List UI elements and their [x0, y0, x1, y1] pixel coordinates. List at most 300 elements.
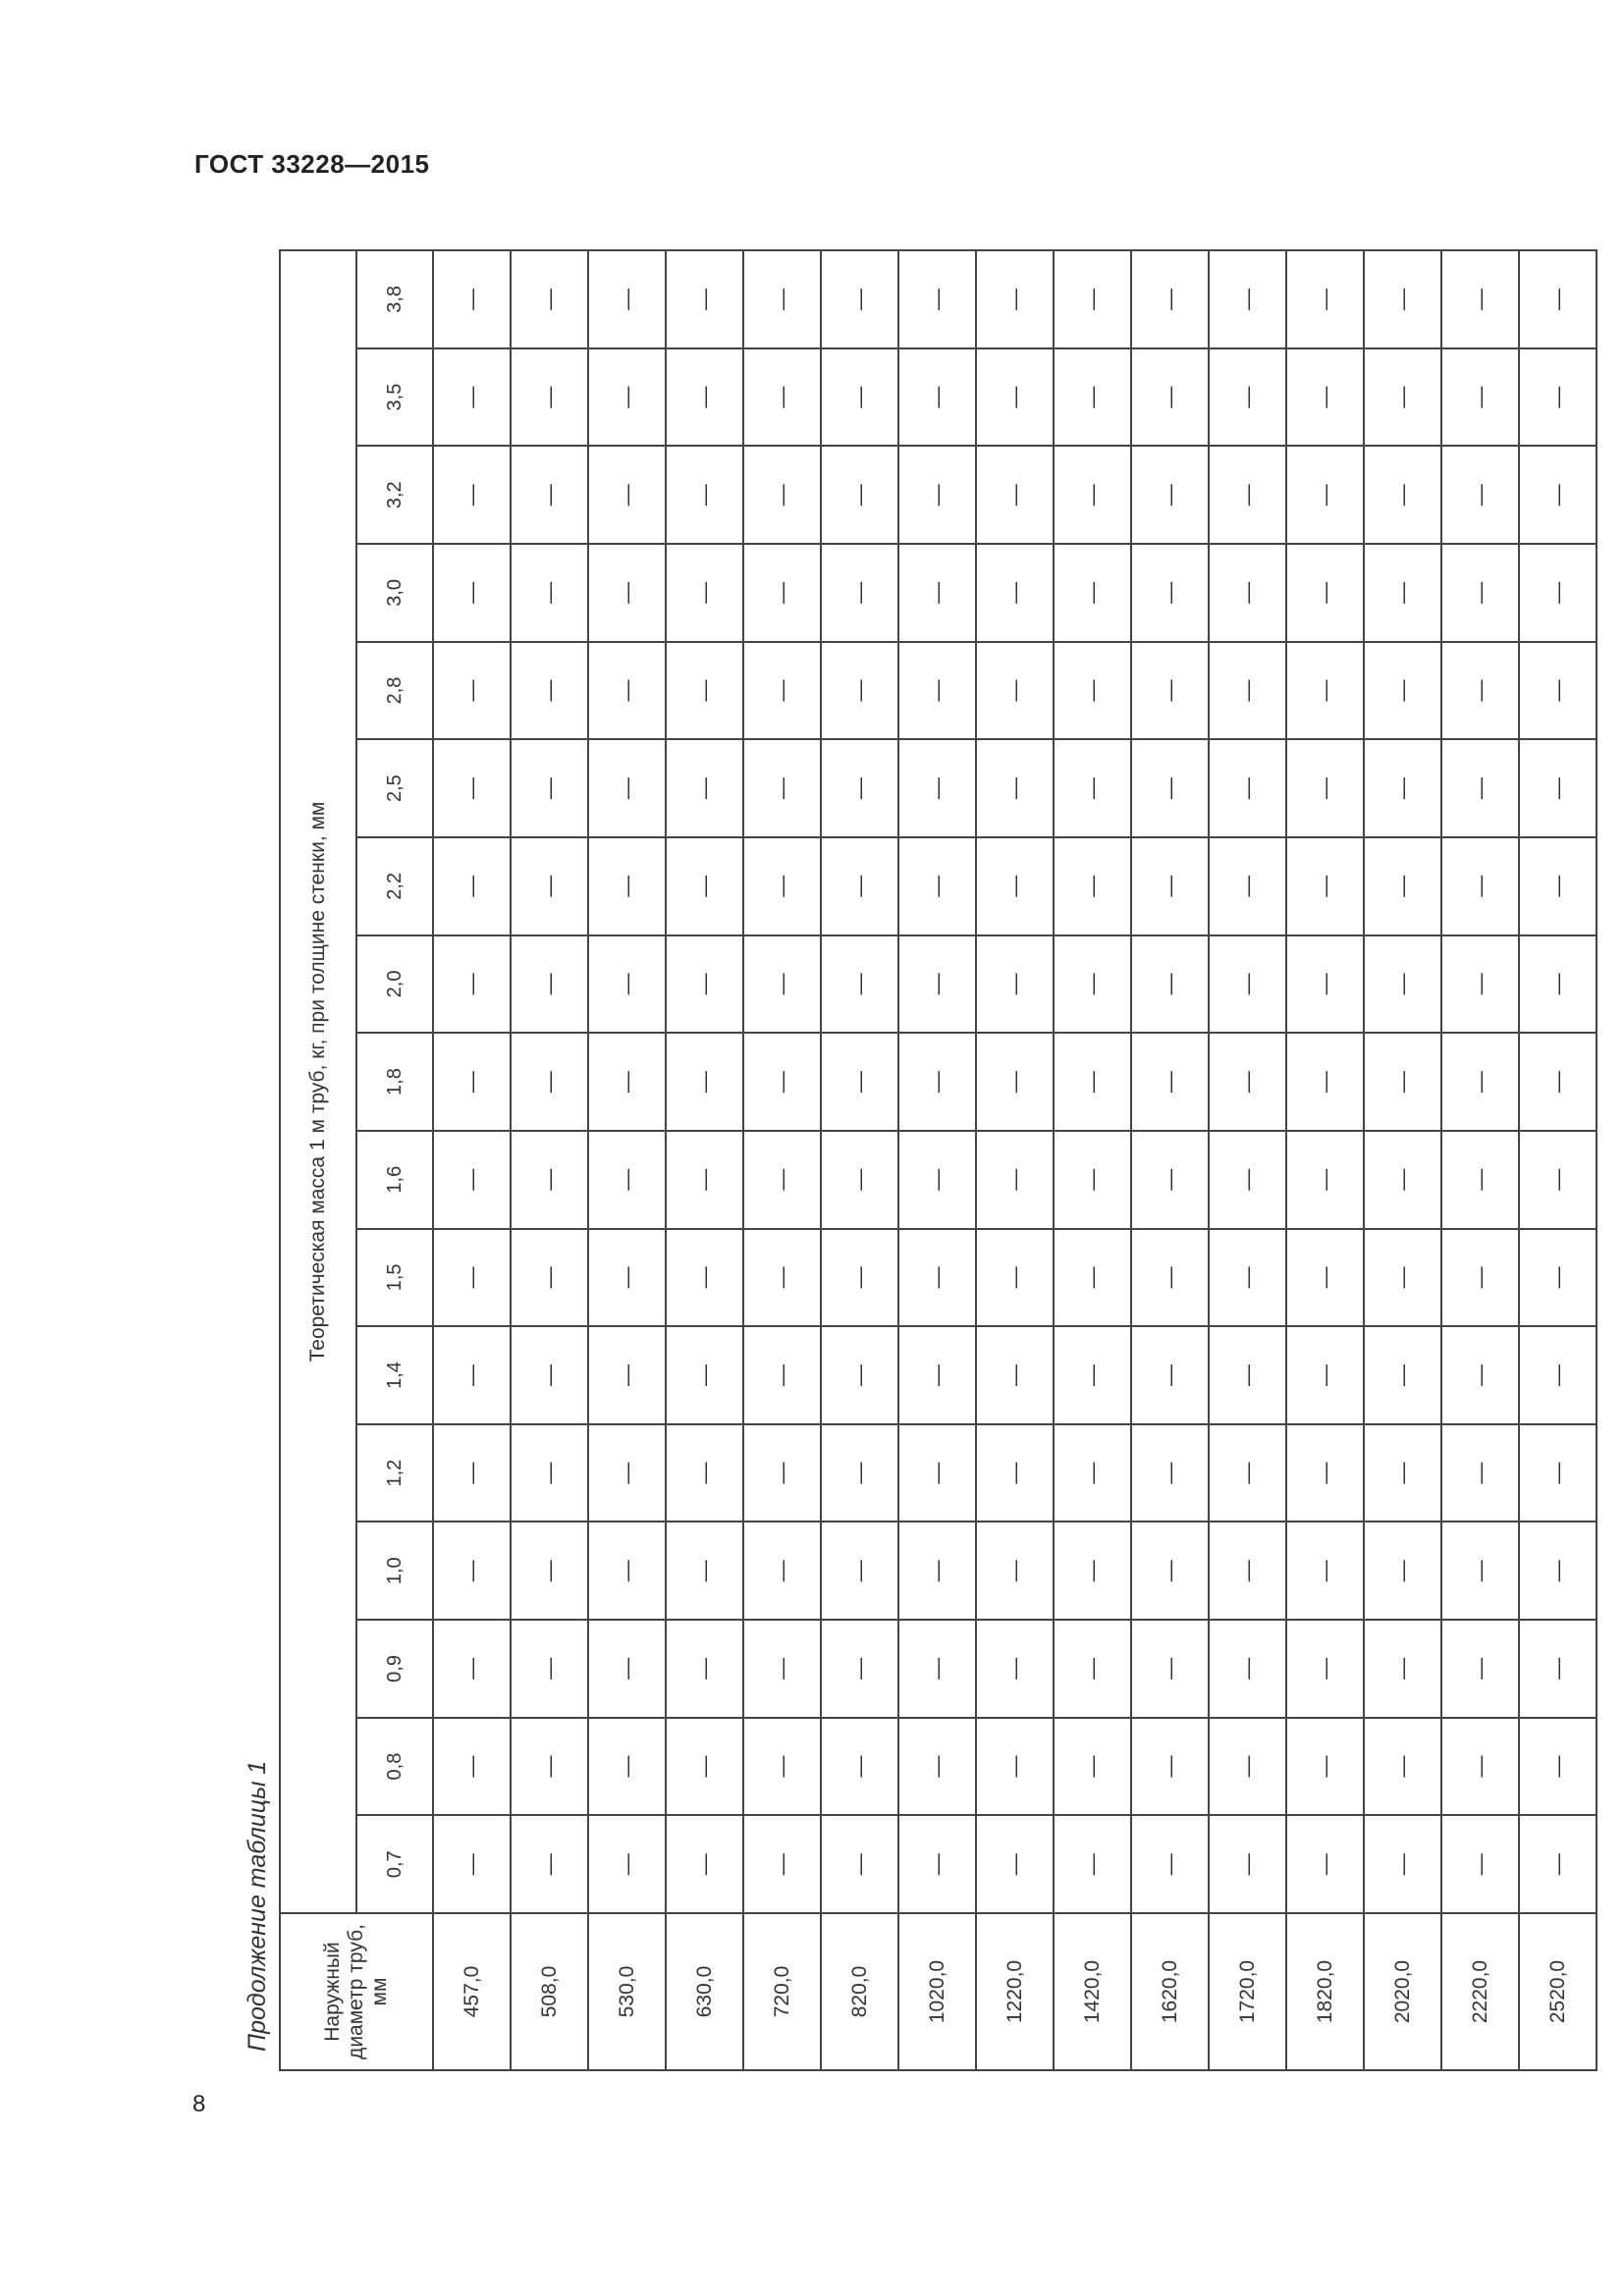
diameter-cell: 2520,0: [1519, 1913, 1597, 2070]
mass-value-cell: —: [1519, 544, 1597, 642]
mass-value-cell: —: [1286, 837, 1364, 935]
mass-value-cell: —: [743, 250, 821, 348]
mass-value-cell: —: [1286, 935, 1364, 1034]
mass-value-cell: —: [898, 1131, 976, 1229]
mass-value-cell: —: [1131, 544, 1209, 642]
mass-value-cell: —: [821, 739, 898, 837]
mass-table: [279, 249, 1597, 2071]
mass-value-cell: —: [433, 1522, 511, 1620]
mass-value-cell: —: [511, 1815, 588, 1913]
mass-value-cell: —: [976, 1718, 1054, 1816]
mass-value-cell: —: [588, 1815, 666, 1913]
mass-value-cell: —: [1054, 1326, 1131, 1424]
mass-value-cell: —: [976, 739, 1054, 837]
mass-value-cell: —: [666, 935, 743, 1034]
mass-value-cell: —: [1209, 348, 1286, 447]
table-header-row: [280, 250, 356, 2070]
mass-value-cell: —: [1286, 642, 1364, 740]
mass-value-cell: —: [898, 739, 976, 837]
mass-value-cell: —: [1519, 1522, 1597, 1620]
mass-value-cell: —: [1519, 837, 1597, 935]
mass-value-cell: —: [1054, 1424, 1131, 1522]
mass-value-cell: —: [1131, 1815, 1209, 1913]
mass-value-cell: —: [1131, 446, 1209, 544]
mass-value-cell: —: [433, 1229, 511, 1327]
mass-value-cell: —: [433, 250, 511, 348]
mass-value-cell: —: [743, 348, 821, 447]
mass-value-cell: —: [821, 837, 898, 935]
mass-value-cell: —: [666, 837, 743, 935]
diameter-cell: 2020,0: [1364, 1913, 1441, 2070]
mass-value-cell: —: [976, 1033, 1054, 1131]
mass-value-cell: —: [821, 1131, 898, 1229]
table-row: [1209, 250, 1286, 2070]
mass-value-cell: —: [976, 1620, 1054, 1718]
mass-value-cell: —: [588, 1229, 666, 1327]
mass-value-cell: —: [666, 1326, 743, 1424]
mass-value-cell: —: [433, 1326, 511, 1424]
mass-value-cell: —: [743, 837, 821, 935]
mass-value-cell: —: [821, 1326, 898, 1424]
mass-value-cell: —: [1364, 1620, 1441, 1718]
mass-value-cell: —: [588, 250, 666, 348]
mass-value-cell: —: [1054, 1522, 1131, 1620]
mass-value-cell: —: [511, 1620, 588, 1718]
mass-header: Теоретическая масса 1 м труб, кг, при толщине стенки, мм: [280, 250, 356, 1913]
diameter-cell: 1820,0: [1286, 1913, 1364, 2070]
mass-value-cell: —: [1441, 1131, 1519, 1229]
mass-value-cell: —: [1209, 837, 1286, 935]
mass-value-cell: —: [1131, 642, 1209, 740]
mass-value-cell: —: [1364, 348, 1441, 447]
mass-value-cell: —: [433, 1131, 511, 1229]
diameter-cell: 2220,0: [1441, 1913, 1519, 2070]
mass-value-cell: —: [1209, 1424, 1286, 1522]
mass-value-cell: —: [1286, 1424, 1364, 1522]
table-row: [976, 250, 1054, 2070]
mass-value-cell: —: [1131, 1229, 1209, 1327]
mass-value-cell: —: [1519, 1229, 1597, 1327]
mass-value-cell: —: [511, 1326, 588, 1424]
mass-value-cell: —: [1519, 250, 1597, 348]
mass-value-cell: —: [1131, 1131, 1209, 1229]
mass-value-cell: —: [976, 446, 1054, 544]
mass-value-cell: —: [1441, 250, 1519, 348]
mass-value-cell: —: [1364, 544, 1441, 642]
mass-value-cell: —: [433, 1620, 511, 1718]
mass-value-cell: —: [898, 1522, 976, 1620]
mass-value-cell: —: [666, 1620, 743, 1718]
mass-value-cell: —: [433, 935, 511, 1034]
diameter-cell: 630,0: [666, 1913, 743, 2070]
thickness-header-row: [356, 250, 433, 2070]
mass-value-cell: —: [1364, 1033, 1441, 1131]
mass-value-cell: —: [666, 642, 743, 740]
mass-value-cell: —: [976, 348, 1054, 447]
mass-value-cell: —: [743, 1815, 821, 1913]
table-row: [588, 250, 666, 2070]
mass-value-cell: —: [1054, 642, 1131, 740]
mass-value-cell: —: [666, 1033, 743, 1131]
mass-value-cell: —: [1364, 446, 1441, 544]
mass-value-cell: —: [588, 1620, 666, 1718]
thickness-header-cell: 3,5: [356, 348, 433, 447]
mass-value-cell: —: [898, 446, 976, 544]
mass-value-cell: —: [1286, 1620, 1364, 1718]
mass-value-cell: —: [743, 544, 821, 642]
mass-value-cell: —: [743, 1131, 821, 1229]
mass-value-cell: —: [821, 1620, 898, 1718]
mass-value-cell: —: [898, 1718, 976, 1816]
thickness-header-cell: 2,5: [356, 739, 433, 837]
mass-value-cell: —: [666, 1229, 743, 1327]
mass-value-cell: —: [1209, 1033, 1286, 1131]
mass-value-cell: —: [1054, 348, 1131, 447]
mass-value-cell: —: [666, 544, 743, 642]
mass-value-cell: —: [1519, 348, 1597, 447]
mass-value-cell: —: [743, 935, 821, 1034]
mass-value-cell: —: [898, 544, 976, 642]
mass-value-cell: —: [821, 935, 898, 1034]
mass-value-cell: —: [1519, 1815, 1597, 1913]
mass-value-cell: —: [743, 1326, 821, 1424]
mass-value-cell: —: [976, 837, 1054, 935]
mass-value-cell: —: [1209, 1522, 1286, 1620]
mass-value-cell: —: [588, 1131, 666, 1229]
thickness-header-cell: 0,9: [356, 1620, 433, 1718]
mass-value-cell: —: [511, 348, 588, 447]
table-row: [1364, 250, 1441, 2070]
mass-value-cell: —: [1054, 1718, 1131, 1816]
mass-value-cell: —: [1286, 250, 1364, 348]
thickness-header-cell: 1,2: [356, 1424, 433, 1522]
table-row: [511, 250, 588, 2070]
mass-value-cell: —: [1441, 1522, 1519, 1620]
diameter-cell: 1420,0: [1054, 1913, 1131, 2070]
diameter-cell: 1020,0: [898, 1913, 976, 2070]
thickness-header-cell: 1,4: [356, 1326, 433, 1424]
mass-value-cell: —: [1441, 1718, 1519, 1816]
mass-value-cell: —: [666, 1131, 743, 1229]
mass-value-cell: —: [1054, 250, 1131, 348]
mass-value-cell: —: [588, 1033, 666, 1131]
mass-value-cell: —: [511, 250, 588, 348]
mass-value-cell: —: [1054, 544, 1131, 642]
mass-value-cell: —: [1441, 1229, 1519, 1327]
mass-value-cell: —: [743, 1718, 821, 1816]
mass-value-cell: —: [1054, 837, 1131, 935]
mass-value-cell: —: [1286, 1718, 1364, 1816]
mass-value-cell: —: [433, 1424, 511, 1522]
mass-value-cell: —: [976, 1326, 1054, 1424]
mass-value-cell: —: [1131, 935, 1209, 1034]
mass-value-cell: —: [666, 739, 743, 837]
mass-value-cell: —: [821, 1229, 898, 1327]
mass-value-cell: —: [898, 1033, 976, 1131]
thickness-header-cell: 1,0: [356, 1522, 433, 1620]
mass-value-cell: —: [976, 1424, 1054, 1522]
mass-value-cell: —: [1054, 1815, 1131, 1913]
mass-value-cell: —: [1364, 837, 1441, 935]
mass-value-cell: —: [1209, 1620, 1286, 1718]
mass-value-cell: —: [1054, 1131, 1131, 1229]
mass-value-cell: —: [1209, 1815, 1286, 1913]
mass-value-cell: —: [1054, 739, 1131, 837]
thickness-header-cell: 2,2: [356, 837, 433, 935]
mass-value-cell: —: [666, 1718, 743, 1816]
mass-value-cell: —: [1209, 935, 1286, 1034]
mass-value-cell: —: [1209, 250, 1286, 348]
mass-value-cell: —: [1131, 739, 1209, 837]
mass-value-cell: —: [1519, 739, 1597, 837]
mass-value-cell: —: [1519, 935, 1597, 1034]
mass-value-cell: —: [1054, 1620, 1131, 1718]
mass-value-cell: —: [588, 1424, 666, 1522]
mass-value-cell: —: [1441, 1815, 1519, 1913]
mass-value-cell: —: [898, 1424, 976, 1522]
mass-value-cell: —: [898, 348, 976, 447]
mass-value-cell: —: [1209, 642, 1286, 740]
mass-value-cell: —: [1441, 739, 1519, 837]
mass-value-cell: —: [743, 1424, 821, 1522]
mass-value-cell: —: [1519, 1131, 1597, 1229]
thickness-header-cell: 1,6: [356, 1131, 433, 1229]
mass-value-cell: —: [666, 250, 743, 348]
mass-value-cell: —: [1286, 1326, 1364, 1424]
mass-value-cell: —: [588, 837, 666, 935]
table-row: [1441, 250, 1519, 2070]
mass-value-cell: —: [743, 1229, 821, 1327]
thickness-header-cell: 2,8: [356, 642, 433, 740]
mass-value-cell: —: [743, 739, 821, 837]
mass-value-cell: —: [1209, 739, 1286, 837]
mass-value-cell: —: [1364, 1815, 1441, 1913]
mass-value-cell: —: [898, 642, 976, 740]
mass-value-cell: —: [1054, 1229, 1131, 1327]
mass-value-cell: —: [821, 1424, 898, 1522]
mass-value-cell: —: [511, 1522, 588, 1620]
mass-value-cell: —: [1441, 446, 1519, 544]
mass-value-cell: —: [821, 348, 898, 447]
mass-value-cell: —: [1286, 544, 1364, 642]
table-row: [1286, 250, 1364, 2070]
mass-value-cell: —: [1054, 1033, 1131, 1131]
table-row: [666, 250, 743, 2070]
mass-value-cell: —: [1286, 739, 1364, 837]
mass-value-cell: —: [1364, 1424, 1441, 1522]
mass-value-cell: —: [1131, 1326, 1209, 1424]
mass-value-cell: —: [1364, 1229, 1441, 1327]
thickness-header-cell: 1,8: [356, 1033, 433, 1131]
mass-value-cell: —: [1364, 250, 1441, 348]
mass-value-cell: —: [588, 446, 666, 544]
mass-value-cell: —: [511, 739, 588, 837]
thickness-header-cell: 0,8: [356, 1718, 433, 1816]
mass-value-cell: —: [433, 739, 511, 837]
table-row: [821, 250, 898, 2070]
mass-value-cell: —: [1441, 837, 1519, 935]
mass-value-cell: —: [511, 544, 588, 642]
mass-value-cell: —: [1441, 1033, 1519, 1131]
mass-value-cell: —: [511, 837, 588, 935]
mass-value-cell: —: [743, 1033, 821, 1131]
mass-value-cell: —: [1364, 739, 1441, 837]
mass-value-cell: —: [433, 1033, 511, 1131]
mass-value-cell: —: [511, 1229, 588, 1327]
thickness-header-cell: 2,0: [356, 935, 433, 1034]
mass-value-cell: —: [976, 1815, 1054, 1913]
mass-value-cell: —: [898, 1229, 976, 1327]
mass-value-cell: —: [1131, 1718, 1209, 1816]
mass-value-cell: —: [898, 250, 976, 348]
mass-value-cell: —: [821, 642, 898, 740]
thickness-header-cell: 3,8: [356, 250, 433, 348]
table-row: [743, 250, 821, 2070]
mass-value-cell: —: [588, 1326, 666, 1424]
diameter-header: Наружный диаметр труб, мм: [280, 1913, 433, 2070]
mass-value-cell: —: [976, 935, 1054, 1034]
mass-value-cell: —: [1364, 935, 1441, 1034]
mass-value-cell: —: [1519, 1620, 1597, 1718]
mass-value-cell: —: [666, 1522, 743, 1620]
mass-value-cell: —: [1131, 250, 1209, 348]
mass-value-cell: —: [433, 1815, 511, 1913]
mass-value-cell: —: [1441, 1326, 1519, 1424]
mass-value-cell: —: [1441, 1424, 1519, 1522]
mass-value-cell: —: [743, 1620, 821, 1718]
mass-value-cell: —: [1131, 348, 1209, 447]
mass-value-cell: —: [1519, 1424, 1597, 1522]
mass-value-cell: —: [821, 250, 898, 348]
mass-value-cell: —: [1054, 446, 1131, 544]
mass-value-cell: —: [666, 446, 743, 544]
mass-value-cell: —: [821, 1815, 898, 1913]
table-body: [433, 250, 1597, 2070]
mass-value-cell: —: [1286, 1131, 1364, 1229]
mass-value-cell: —: [511, 935, 588, 1034]
thickness-header-cell: 1,5: [356, 1229, 433, 1327]
diameter-cell: 820,0: [821, 1913, 898, 2070]
mass-value-cell: —: [976, 250, 1054, 348]
mass-value-cell: —: [588, 642, 666, 740]
mass-value-cell: —: [821, 1718, 898, 1816]
diameter-cell: 457,0: [433, 1913, 511, 2070]
mass-value-cell: —: [1286, 1229, 1364, 1327]
mass-value-cell: —: [976, 544, 1054, 642]
mass-value-cell: —: [1441, 642, 1519, 740]
mass-value-cell: —: [898, 1815, 976, 1913]
mass-value-cell: —: [821, 1033, 898, 1131]
mass-value-cell: —: [1519, 1718, 1597, 1816]
mass-value-cell: —: [743, 446, 821, 544]
rotated-table-block: [236, 236, 1570, 2071]
mass-value-cell: —: [976, 642, 1054, 740]
mass-value-cell: —: [1209, 1718, 1286, 1816]
mass-value-cell: —: [898, 837, 976, 935]
mass-value-cell: —: [666, 1815, 743, 1913]
mass-value-cell: —: [1364, 1131, 1441, 1229]
mass-value-cell: —: [1209, 1326, 1286, 1424]
document-header: ГОСТ 33228—2015: [194, 149, 430, 179]
mass-value-cell: —: [1441, 348, 1519, 447]
mass-value-cell: —: [1131, 837, 1209, 935]
mass-value-cell: —: [433, 837, 511, 935]
table-caption: Продолжение таблицы 1: [244, 1760, 271, 2052]
thickness-header-cell: 3,2: [356, 446, 433, 544]
mass-value-cell: —: [1131, 1522, 1209, 1620]
mass-value-cell: —: [1209, 1131, 1286, 1229]
mass-value-cell: —: [1441, 935, 1519, 1034]
mass-value-cell: —: [511, 1131, 588, 1229]
mass-value-cell: —: [666, 348, 743, 447]
mass-value-cell: —: [588, 739, 666, 837]
diameter-cell: 508,0: [511, 1913, 588, 2070]
mass-value-cell: —: [1519, 446, 1597, 544]
mass-value-cell: —: [743, 1522, 821, 1620]
mass-value-cell: —: [1519, 1033, 1597, 1131]
thickness-header-cell: 3,0: [356, 544, 433, 642]
mass-value-cell: —: [976, 1131, 1054, 1229]
mass-value-cell: —: [588, 935, 666, 1034]
mass-value-cell: —: [1441, 1620, 1519, 1718]
mass-value-cell: —: [588, 348, 666, 447]
mass-value-cell: —: [433, 348, 511, 447]
mass-value-cell: —: [511, 642, 588, 740]
mass-value-cell: —: [1209, 446, 1286, 544]
mass-value-cell: —: [1441, 544, 1519, 642]
mass-value-cell: —: [821, 1522, 898, 1620]
mass-value-cell: —: [588, 544, 666, 642]
mass-value-cell: —: [898, 1326, 976, 1424]
mass-value-cell: —: [898, 1620, 976, 1718]
mass-value-cell: —: [1209, 1229, 1286, 1327]
mass-value-cell: —: [1286, 1815, 1364, 1913]
mass-value-cell: —: [511, 1718, 588, 1816]
diameter-cell: 1620,0: [1131, 1913, 1209, 2070]
mass-value-cell: —: [511, 446, 588, 544]
mass-value-cell: —: [743, 642, 821, 740]
mass-value-cell: —: [1364, 1326, 1441, 1424]
mass-value-cell: —: [511, 1033, 588, 1131]
mass-value-cell: —: [821, 446, 898, 544]
table-row: [1519, 250, 1597, 2070]
table-row: [898, 250, 976, 2070]
mass-value-cell: —: [898, 935, 976, 1034]
diameter-cell: 1220,0: [976, 1913, 1054, 2070]
mass-value-cell: —: [821, 544, 898, 642]
mass-value-cell: —: [1519, 642, 1597, 740]
mass-value-cell: —: [511, 1424, 588, 1522]
thickness-header-cell: 0,7: [356, 1815, 433, 1913]
mass-value-cell: —: [666, 1424, 743, 1522]
table-row: [1131, 250, 1209, 2070]
diameter-cell: 1720,0: [1209, 1913, 1286, 2070]
mass-value-cell: —: [1054, 935, 1131, 1034]
mass-value-cell: —: [588, 1522, 666, 1620]
mass-value-cell: —: [1364, 642, 1441, 740]
table-row: [433, 250, 511, 2070]
diameter-cell: 720,0: [743, 1913, 821, 2070]
mass-value-cell: —: [1364, 1718, 1441, 1816]
mass-value-cell: —: [433, 1718, 511, 1816]
mass-value-cell: —: [976, 1229, 1054, 1327]
mass-value-cell: —: [433, 446, 511, 544]
mass-value-cell: —: [1519, 1326, 1597, 1424]
mass-value-cell: —: [1131, 1033, 1209, 1131]
mass-value-cell: —: [1131, 1620, 1209, 1718]
table-row: [1054, 250, 1131, 2070]
mass-value-cell: —: [976, 1522, 1054, 1620]
